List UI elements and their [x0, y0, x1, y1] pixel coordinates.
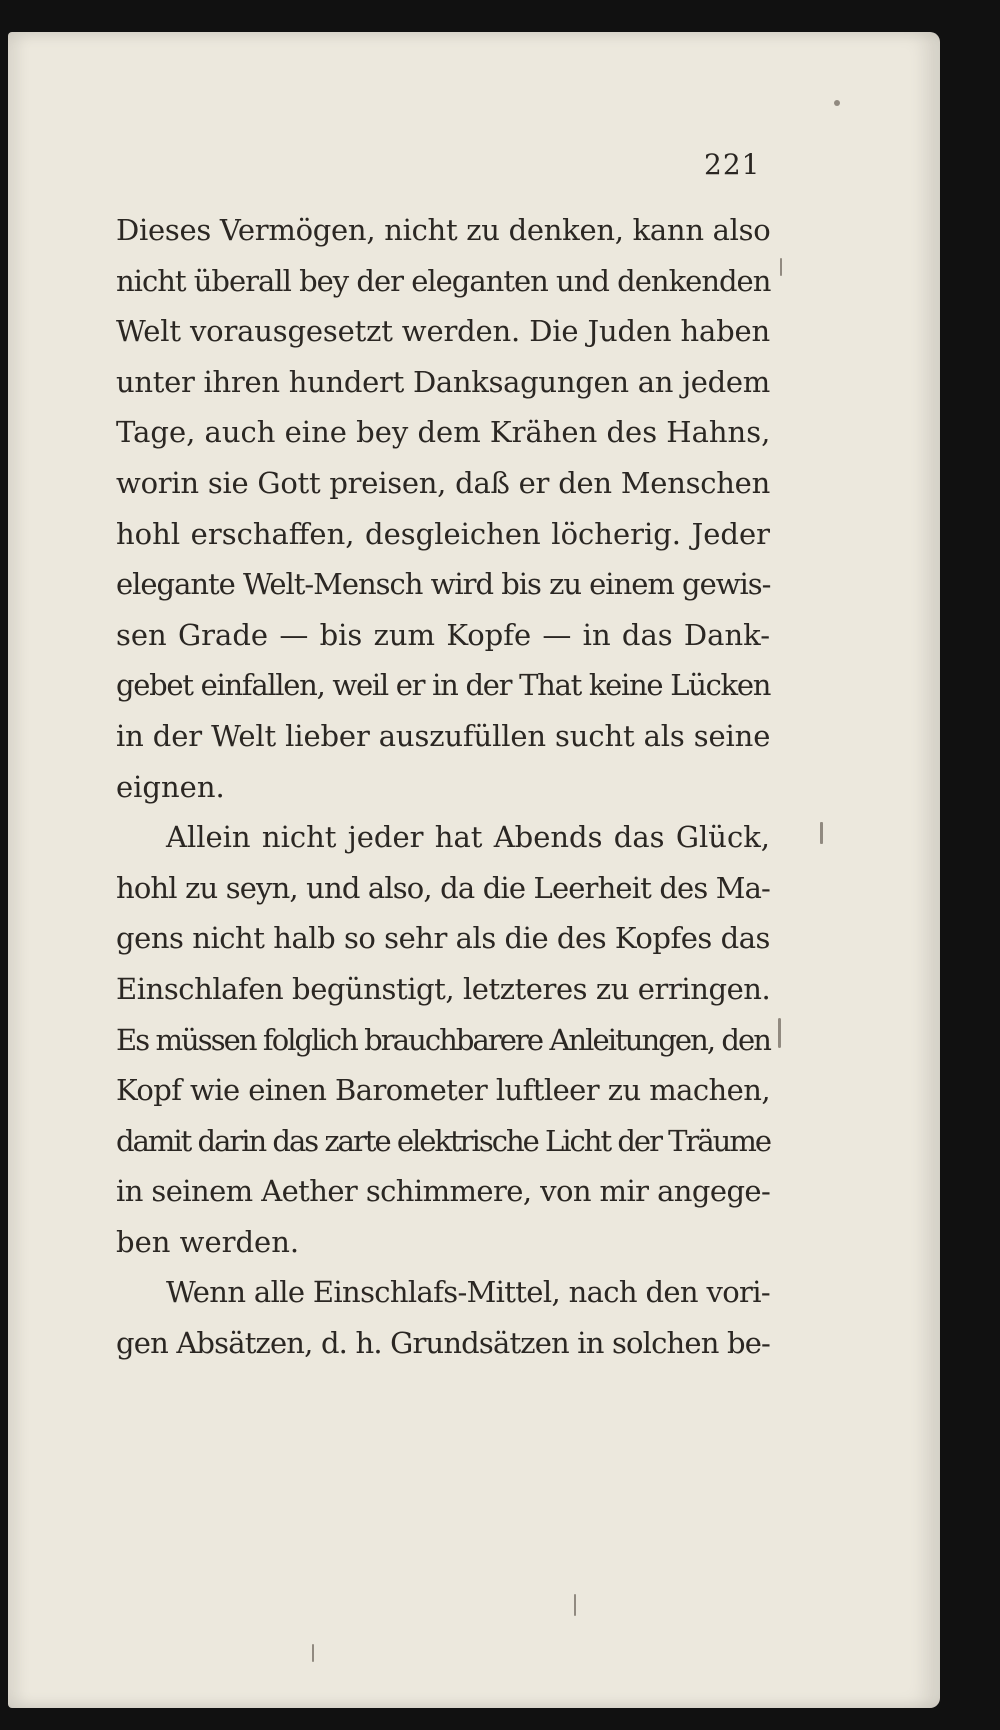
text-line: unter ihren hundert Danksagungen an jedem	[116, 364, 770, 399]
paper-speck	[834, 100, 840, 106]
text-line: hohl zu seyn, und also, da die Leerheit des Ma-	[116, 870, 770, 905]
text-line: nicht überall bey der eleganten und denkenden	[116, 263, 771, 298]
text-line: gen Absätzen, d. h. Grundsätzen in solchen be-	[116, 1326, 771, 1361]
body-text	[116, 205, 770, 1369]
text-line: ben werden.	[116, 1224, 300, 1259]
text-line: gens nicht halb so sehr als die des Kopfes das	[116, 921, 770, 956]
text-line: Allein nicht jeder hat Abends das Glück,	[166, 820, 770, 855]
text-line: Einschlafen begünstigt, letzteres zu erringen.	[116, 971, 771, 1006]
text-line: in der Welt lieber auszufüllen sucht als seine	[116, 718, 771, 753]
paragraph-2	[116, 812, 770, 1267]
text-line: Dieses Vermögen, nicht zu denken, kann also	[116, 213, 771, 247]
text-line: eignen.	[116, 769, 225, 804]
text-line: in seinem Aether schimmere, von mir angege-	[116, 1174, 771, 1209]
text-line: hohl erschaffen, desgleichen löcherig. Jeder	[116, 516, 770, 551]
text-line: damit darin das zarte elektrische Licht der Träume	[116, 1123, 770, 1158]
text-line: Wenn alle Einschlafs-Mittel, nach den vori-	[166, 1275, 770, 1310]
text-line: Es müssen folglich brauchbarere Anleitungen, den	[116, 1022, 771, 1057]
paragraph-3	[116, 1267, 770, 1368]
text-line: gebet einfallen, weil er in der That keine Lücken	[116, 668, 771, 703]
text-line: worin sie Gott preisen, daß er den Menschen	[116, 465, 770, 500]
text-line: Kopf wie einen Barometer luftleer zu machen,	[116, 1073, 770, 1108]
paragraph-1	[116, 205, 770, 812]
paper-speck	[820, 822, 823, 844]
paper-speck	[778, 1018, 781, 1048]
text-line: Welt vorausgesetzt werden. Die Juden haben	[116, 314, 770, 349]
page-number: 221	[704, 148, 761, 181]
text-line: sen Grade — bis zum Kopfe — in das Dank-	[116, 617, 770, 652]
text-line: Tage, auch eine bey dem Krähen des Hahns,	[116, 415, 771, 450]
paper-speck	[780, 258, 782, 276]
paper-speck	[574, 1594, 576, 1616]
text-line: elegante Welt-Mensch wird bis zu einem gewis-	[116, 567, 771, 602]
paper-speck	[312, 1644, 314, 1662]
